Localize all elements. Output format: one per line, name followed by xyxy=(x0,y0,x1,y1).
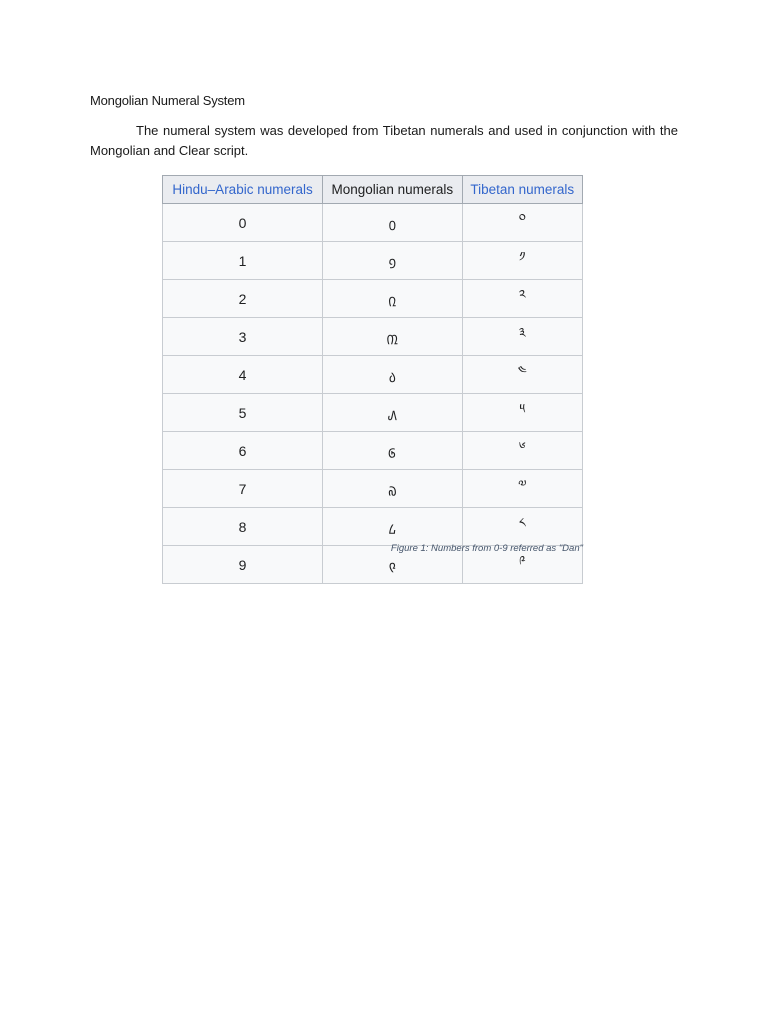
cell-arabic: 2 xyxy=(163,280,323,318)
table-row xyxy=(163,280,583,318)
cell-tibetan: ༩ xyxy=(462,546,582,584)
cell-tibetan: ༠ xyxy=(462,204,582,242)
cell-mongolian: ᠓ xyxy=(323,318,462,356)
cell-tibetan: ༨ xyxy=(462,508,582,546)
cell-tibetan: ༡ xyxy=(462,242,582,280)
cell-arabic: 4 xyxy=(163,356,323,394)
cell-mongolian: ᠕ xyxy=(323,394,462,432)
cell-arabic: 7 xyxy=(163,470,323,508)
cell-arabic: 3 xyxy=(163,318,323,356)
intro-paragraph: The numeral system was developed from Tibetan numerals and used in conjunction with the Mongolian and Clear script. xyxy=(90,123,678,158)
cell-arabic: 8 xyxy=(163,508,323,546)
table-row xyxy=(163,432,583,470)
cell-mongolian: ᠒ xyxy=(323,280,462,318)
cell-mongolian: ᠘ xyxy=(323,508,462,546)
cell-mongolian: ᠖ xyxy=(323,432,462,470)
cell-arabic: 1 xyxy=(163,242,323,280)
table-row xyxy=(163,470,583,508)
table-row xyxy=(163,508,583,546)
cell-arabic: 0 xyxy=(163,204,323,242)
cell-tibetan: ༦ xyxy=(462,432,582,470)
cell-mongolian: ᠑ xyxy=(323,242,462,280)
cell-tibetan: ༣ xyxy=(462,318,582,356)
cell-mongolian: ᠗ xyxy=(323,470,462,508)
cell-arabic: 9 xyxy=(163,546,323,584)
cell-arabic: 6 xyxy=(163,432,323,470)
table-row xyxy=(163,318,583,356)
cell-mongolian: ᠔ xyxy=(323,356,462,394)
column-header-tibetan[interactable]: Tibetan numerals xyxy=(462,176,582,204)
cell-tibetan: ༤ xyxy=(462,356,582,394)
table-row xyxy=(163,204,583,242)
column-header-hindu-arabic[interactable]: Hindu–Arabic numerals xyxy=(163,176,323,204)
table-body xyxy=(163,204,583,584)
cell-tibetan: ༧ xyxy=(462,470,582,508)
table-row xyxy=(163,242,583,280)
figure-caption: Figure 1: Numbers from 0-9 referred as "Dan" xyxy=(390,543,583,554)
table-row xyxy=(163,394,583,432)
cell-tibetan: ༢ xyxy=(462,280,582,318)
cell-mongolian: ᠐ xyxy=(323,204,462,242)
numerals-table xyxy=(162,175,583,584)
document-heading: Mongolian Numeral System xyxy=(90,93,245,108)
cell-mongolian: ᠙ xyxy=(323,546,462,584)
cell-arabic: 5 xyxy=(163,394,323,432)
table-header-row xyxy=(163,176,583,204)
table-row xyxy=(163,356,583,394)
cell-tibetan: ༥ xyxy=(462,394,582,432)
column-header-mongolian: Mongolian numerals xyxy=(323,176,462,204)
